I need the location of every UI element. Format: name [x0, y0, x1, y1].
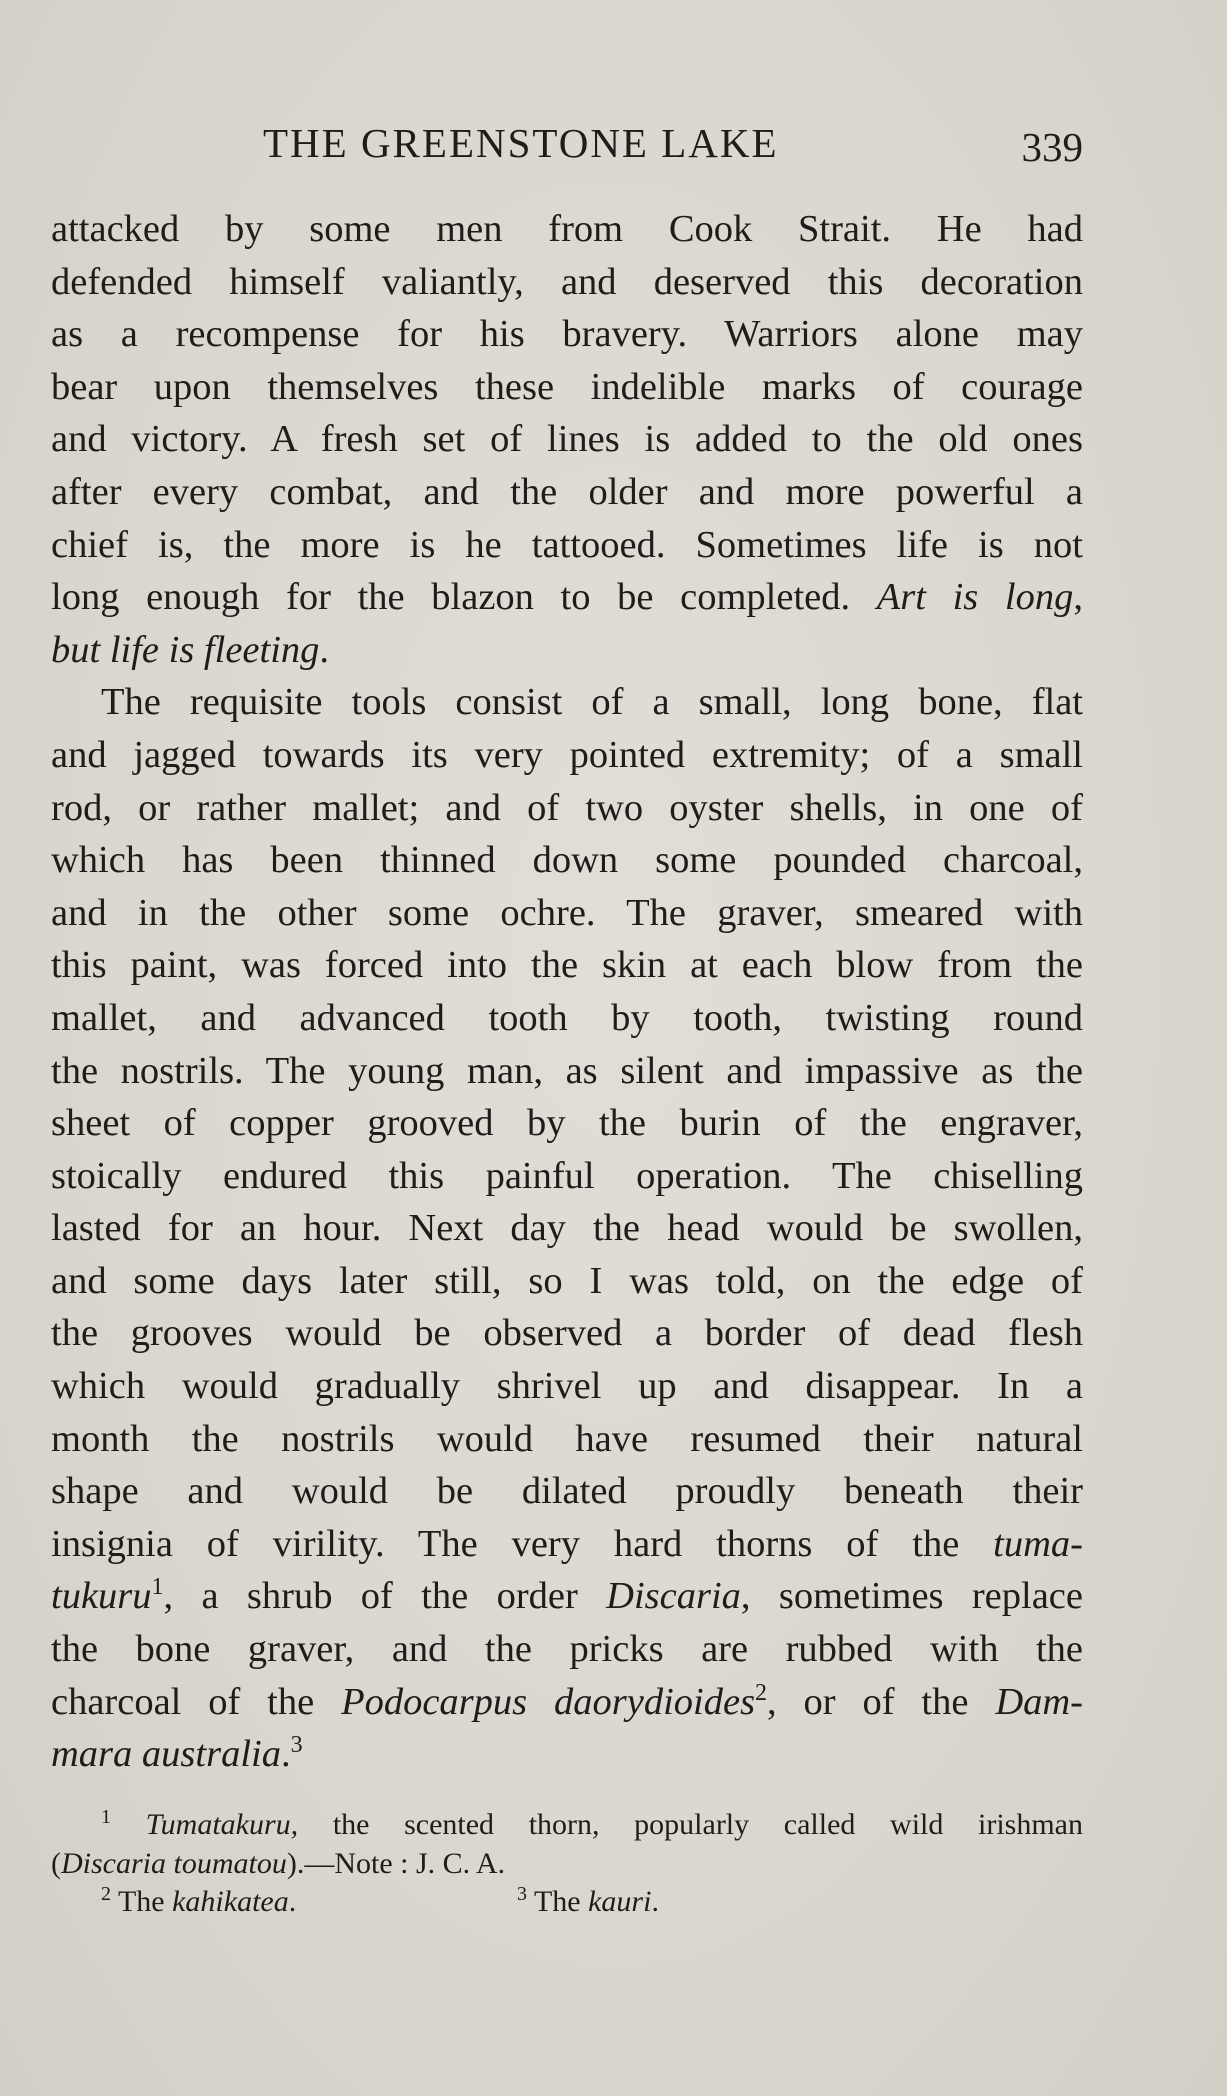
text-line: stoically endured this painful operation. The chiselling [51, 1154, 1083, 1197]
footnote-1-cont [51, 1845, 1083, 1884]
footnote-ref: 2 [755, 1679, 768, 1706]
text-run: . [319, 628, 330, 671]
italic-run: but life is fleeting [51, 628, 320, 671]
footnote-mark: 3 [517, 1883, 527, 1905]
italic-run: kahikatea [172, 1885, 289, 1918]
italic-run: Discaria toumatou [61, 1846, 287, 1880]
body-text [51, 203, 1083, 1781]
text-line: as a recompense for his bravery. Warriors alone may [51, 313, 1083, 356]
text-line: shape and would be dilated proudly beneath their [51, 1470, 1083, 1513]
footnote-1 [51, 1806, 1083, 1845]
text-run: insignia of virility. The very hard thorns of the [51, 1522, 994, 1565]
footnotes [51, 1806, 1083, 1922]
footnote-ref: 3 [290, 1732, 303, 1759]
text-run: The [111, 1885, 173, 1918]
footnote-mark: 2 [101, 1883, 111, 1905]
text-line: chief is, the more is he tattooed. Sometimes life is not [51, 523, 1083, 566]
text-line [51, 1570, 1083, 1623]
text-line: the grooves would be observed a border of dead flesh [51, 1312, 1083, 1355]
text-line: and some days later still, so I was told, on the edge of [51, 1259, 1083, 1302]
text-line: The requisite tools consist of a small, long bone, flat [101, 681, 1083, 724]
italic-run: tuma- [993, 1522, 1083, 1565]
text-run: , [1073, 576, 1083, 619]
text-line [51, 1728, 1083, 1781]
text-line: attacked by some men from Cook Strait. He had [51, 208, 1083, 250]
text-line: defended himself valiantly, and deserved this decoration [51, 260, 1083, 303]
text-run: ( [51, 1846, 61, 1880]
text-run: the scented thorn, popularly called wild irishman [298, 1808, 1083, 1841]
italic-run: Art is long [876, 576, 1074, 619]
page-number: 339 [1021, 124, 1083, 170]
text-line [51, 571, 1083, 624]
running-head [48, 118, 1083, 168]
italic-run: tukuru [51, 1575, 152, 1618]
text-line: lasted for an hour. Next day the head would be swollen, [51, 1207, 1083, 1250]
footnote-2 [101, 1883, 296, 1925]
italic-run: kauri [588, 1885, 652, 1918]
text-run: , a shrub of the order [163, 1575, 607, 1618]
text-run: The [527, 1885, 589, 1918]
text-line [51, 1518, 1083, 1571]
italic-run: Tumatakuru, [145, 1808, 299, 1841]
text-line: rod, or rather mallet; and of two oyster shells, in one of [51, 786, 1083, 829]
text-line: bear upon themselves these indelible marks of courage [51, 365, 1083, 408]
footnote-mark: 1 [101, 1806, 111, 1828]
text-line: sheet of copper grooved by the burin of the engraver, [51, 1102, 1083, 1145]
text-line: this paint, was forced into the skin at each blow from the [51, 944, 1083, 987]
text-run: , sometimes replace [740, 1575, 1083, 1618]
running-title: THE GREENSTONE LAKE [263, 120, 779, 166]
text-line: mallet, and advanced tooth by tooth, twisting round [51, 996, 1083, 1039]
italic-run: Podocarpus daorydioides [341, 1680, 756, 1723]
italic-run: mara australia [51, 1733, 281, 1776]
text-line: and jagged towards its very pointed extremity; of a small [51, 733, 1083, 776]
text-run: . [288, 1885, 297, 1918]
text-line: after every combat, and the older and more powerful a [51, 470, 1083, 513]
text-run: , or of the [767, 1680, 996, 1723]
text-line: and victory. A fresh set of lines is added to the old ones [51, 418, 1083, 461]
italic-run: Dam- [995, 1680, 1083, 1723]
text-line: the nostrils. The young man, as silent and impassive as the [51, 1049, 1083, 1092]
text-line [51, 1676, 1083, 1729]
text-run: . [280, 1733, 291, 1776]
text-line: the bone graver, and the pricks are rubbed with the [51, 1628, 1083, 1671]
footnote-3 [517, 1883, 659, 1925]
text-line: month the nostrils would have resumed their natural [51, 1417, 1083, 1460]
text-run: . [651, 1885, 659, 1918]
text-run: charcoal of the [51, 1680, 342, 1723]
text-line: which would gradually shrivel up and disappear. In a [51, 1365, 1083, 1408]
text-line: and in the other some ochre. The graver, smeared with [51, 891, 1083, 934]
text-line: which has been thinned down some pounded charcoal, [51, 839, 1083, 882]
text-run: long enough for the blazon to be completed. [51, 576, 877, 619]
footnote-pair [51, 1883, 1083, 1922]
italic-run: Discaria [606, 1575, 741, 1618]
text-line [51, 624, 1083, 677]
footnote-ref: 1 [151, 1574, 164, 1601]
text-run: ).—Note : J. C. A. [286, 1846, 506, 1880]
